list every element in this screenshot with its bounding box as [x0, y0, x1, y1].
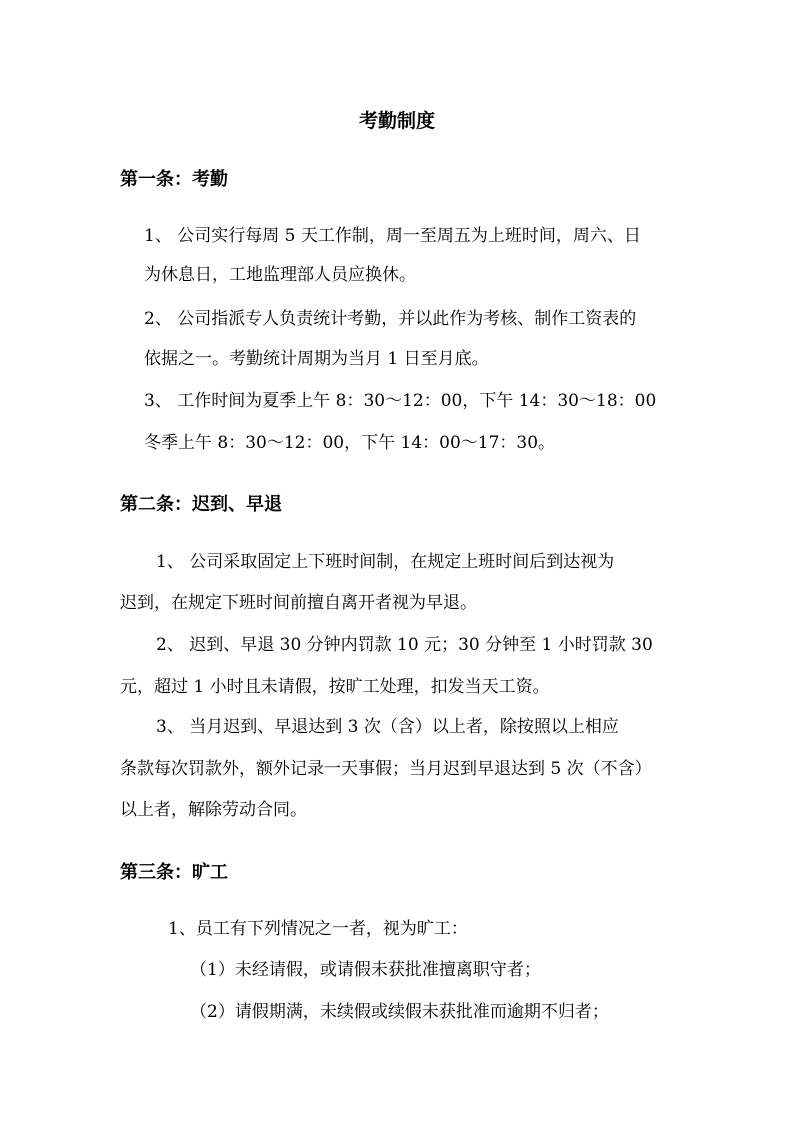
document-title: 考勤制度	[358, 110, 435, 132]
paragraph-line: 1、 公司采取固定上下班时间制，在规定上班时间后到达视为	[156, 552, 615, 572]
list-item: （2）请假期满，未续假或续假未获批准而逾期不归者；	[190, 1002, 609, 1022]
paragraph-line: 为休息日，工地监理部人员应换休。	[144, 265, 416, 285]
section-heading-late-early: 第二条：迟到、早退	[120, 494, 282, 515]
paragraph-line: 3、 工作时间为夏季上午 8：30～12：00，下午 14：30～18：00	[144, 391, 657, 411]
paragraph-line: 冬季上午 8：30～12：00，下午 14：00～17：30。	[144, 433, 556, 453]
paragraph-line: 元，超过 1 小时且未请假，按旷工处理，扣发当天工资。	[120, 677, 550, 697]
list-item: （1）未经请假，或请假未获批准擅离职守者；	[190, 960, 541, 980]
paragraph-line: 迟到，在规定下班时间前擅自离开者视为早退。	[120, 593, 477, 613]
paragraph-line: 以上者，解除劳动合同。	[120, 800, 307, 820]
paragraph-line: 1、 公司实行每周 5 天工作制，周一至周五为上班时间，周六、日	[144, 226, 641, 246]
paragraph-line: 3、 当月迟到、早退达到 3 次（含）以上者，除按照以上相应	[156, 717, 619, 737]
paragraph-line: 2、 迟到、早退 30 分钟内罚款 10 元；30 分钟至 1 小时罚款 30	[156, 635, 653, 655]
paragraph-line: 1、员工有下列情况之一者，视为旷工：	[168, 919, 468, 939]
paragraph-line: 条款每次罚款外，额外记录一天事假；当月迟到早退达到 5 次（不含）	[120, 759, 652, 779]
section-heading-attendance: 第一条：考勤	[120, 169, 228, 190]
paragraph-line: 依据之一。考勤统计周期为当月 1 日至月底。	[144, 349, 489, 369]
paragraph-line: 2、 公司指派专人负责统计考勤，并以此作为考核、制作工资表的	[144, 309, 637, 329]
section-heading-absenteeism: 第三条：旷工	[120, 862, 228, 883]
